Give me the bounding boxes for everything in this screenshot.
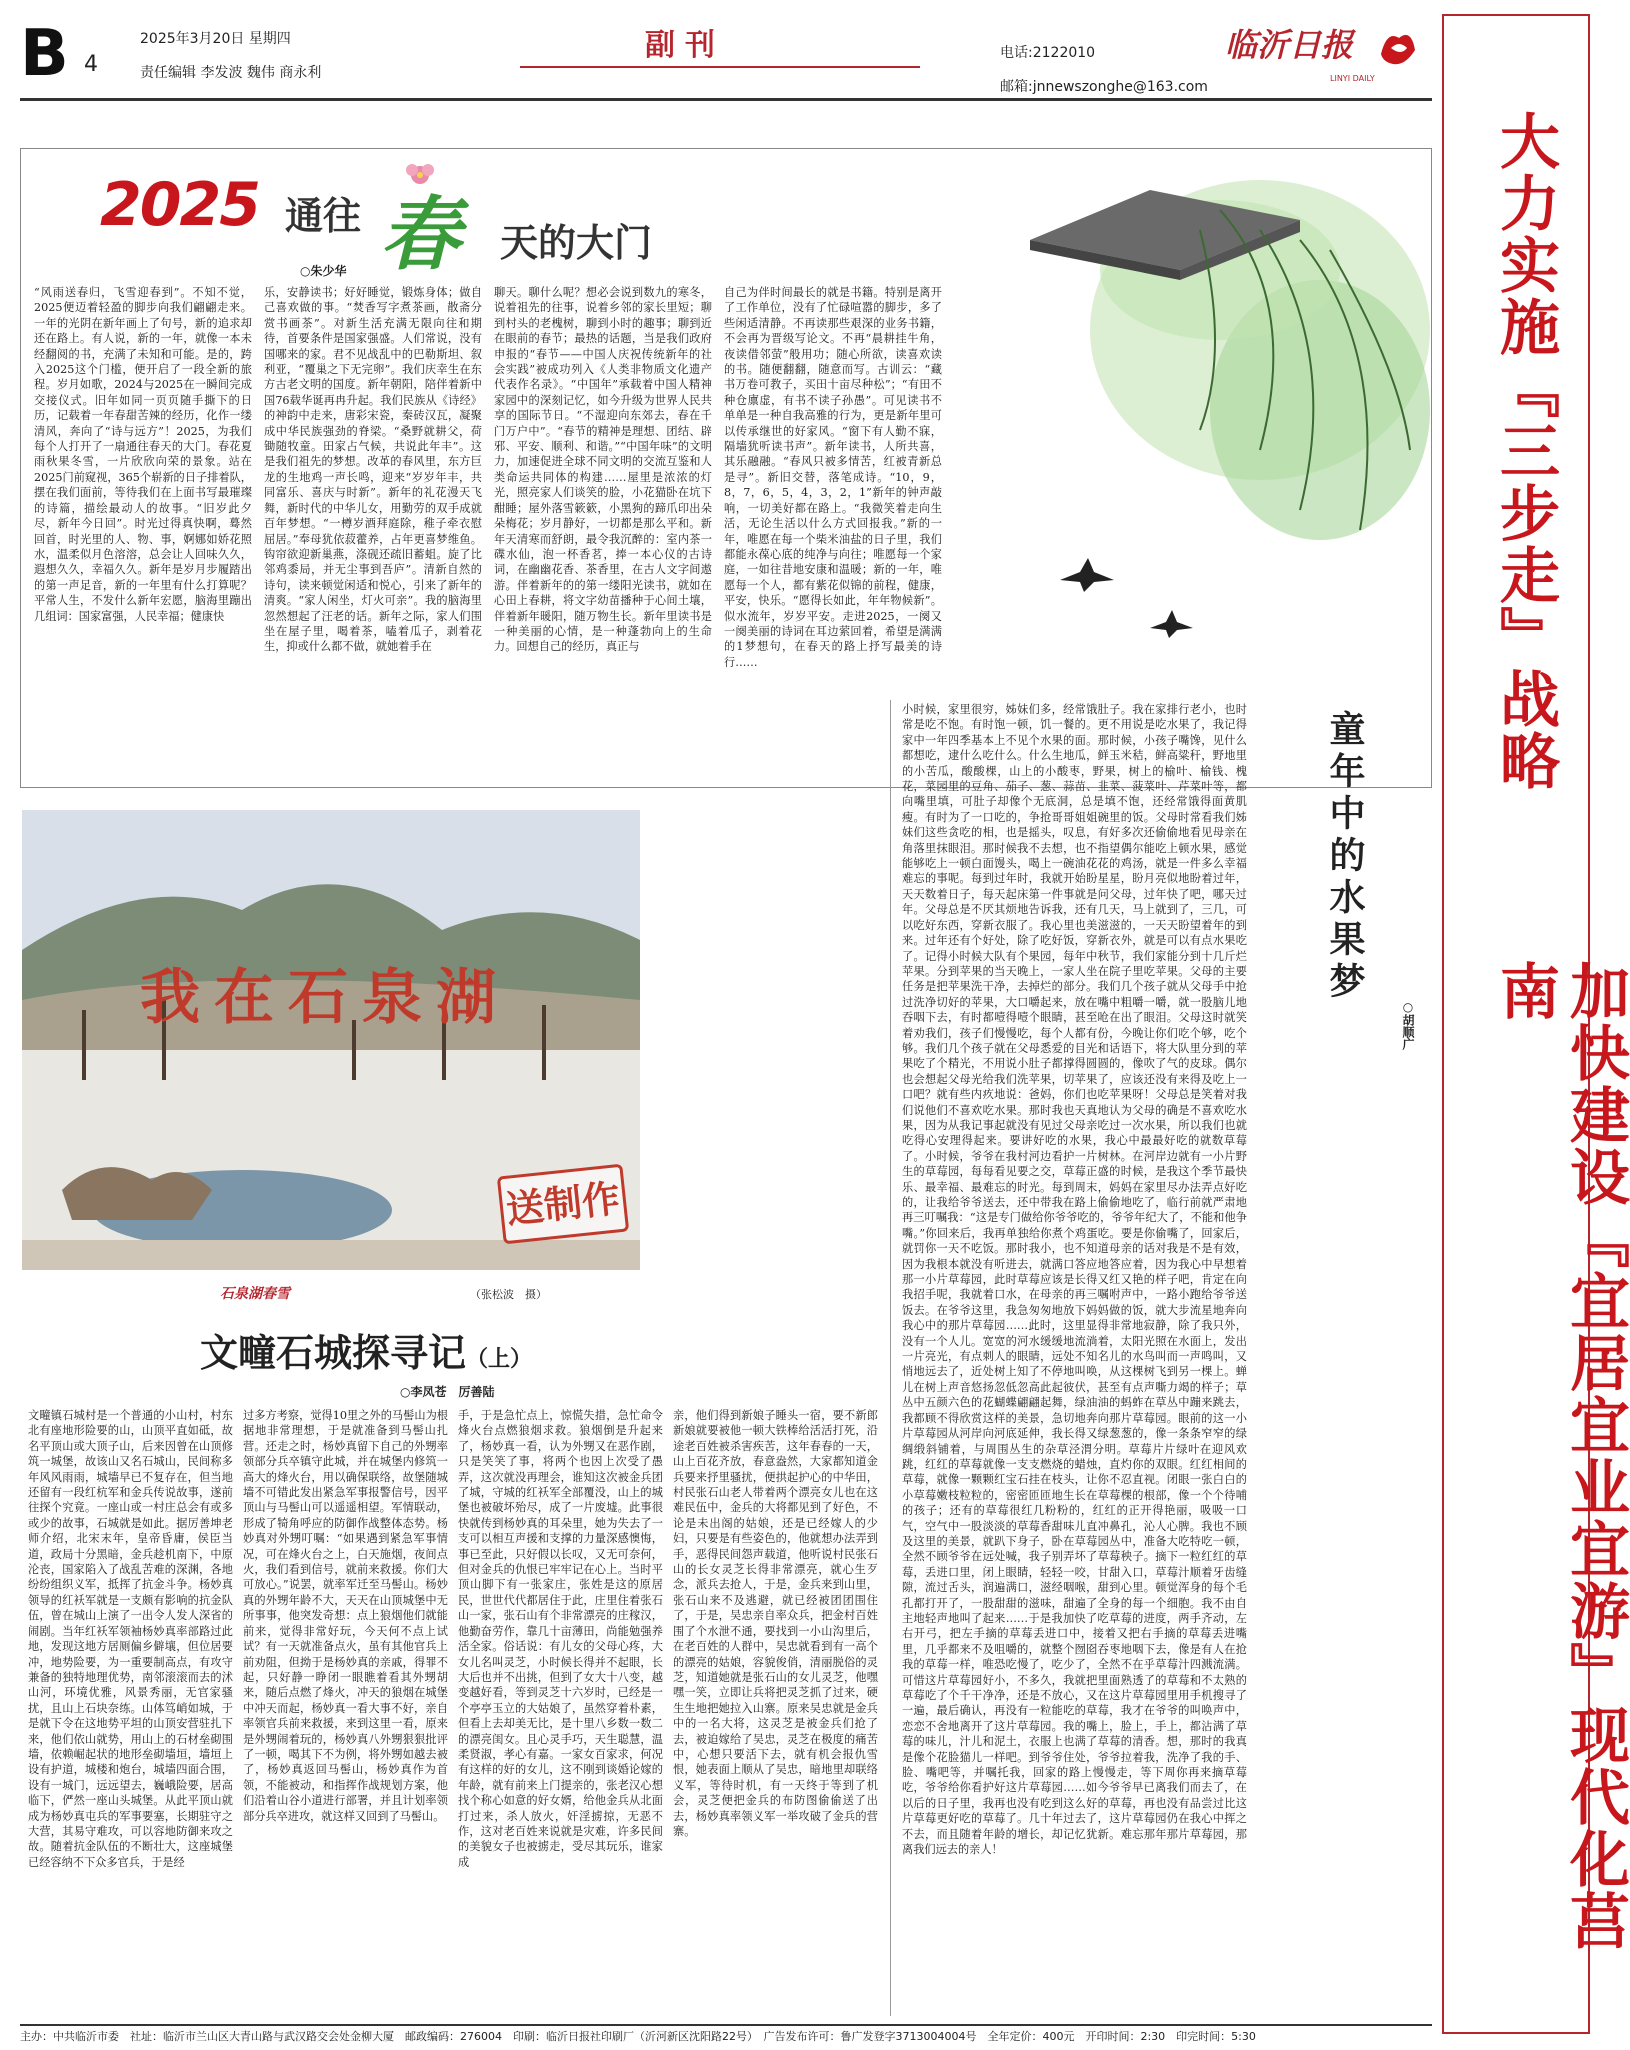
- header-rule: [20, 98, 1432, 101]
- flower-icon: [400, 158, 440, 192]
- photo-credit: （张松波 摄）: [470, 1288, 547, 1301]
- article-column-4: 亲，他们得到新娘子睡头一宿，要不新郎新娘就要被他一顿大铁棒给活活打死，沿途老百姓被杀害疾苦，这年春春的一天，山上百花齐放，春意盎然，大家都知道金兵要来抒里骚扰，便拱起护心的中华田，村民张石山老人带着两个漂亮女儿也在这难民伍中，金兵的大将都见到了好色，不论是未出阁的姑娘，还是已经嫁人的少妇，只要是有些姿色的，他就想办法弄到手，恶得民间怨声载道，他听说村民张石山的长女灵芝长得非常漂亮，就心生歹念，派兵去抢人，于是，金兵来到山里，张石山来不及逃避，就已经被团团围住了，于是，吴忠亲自率众兵，把金村百姓围了个水泄不通，要找到一小山沟里后，在老百姓的人群中，吴忠就看到有一高个的漂亮的姑娘，容貌俊俏，清丽脱俗的灵芝，知道她就是张石山的女儿灵芝，他嘿嘿一笑，立即让兵将把灵芝抓了过来，硬生生地把她拉入山寨。原来吴忠就是金兵中的一名大将，这灵芝是被金兵们抢了去，被迫嫁给了吴忠，灵芝在极度的痛苦中，心想只要活下去，就有机会报仇雪恨，她表面上顺从了吴忠，暗地里却联络义军，等待时机，有一天终于等到了机会，灵芝便把金兵的布防图偷偷送了出去，杨妙真率领义军一举攻破了金兵的营寨。: [673, 1409, 878, 1838]
- contact-email: 邮箱:jnnewszonghe@163.com: [1000, 79, 1208, 95]
- photo-stamp: 送制作: [497, 1164, 629, 1245]
- article-column-4: 自己为伴时间最长的就是书籍。特别是离开了工作单位，没有了忙碌喧嚣的脚步，多了些闲适清静。不再读那些艰深的业务书籍，不会再为晋级写论文。不再“晨耕挂牛角，夜读借邻萤”般用功；随心所欲，读喜欢读的书。随便翻翻，随意而写。古训云：“藏书万卷可教子，买田十亩尽种松”；“有田不种仓廪虚，有书不读子孙愚”。可见读书不单单是一种自我高雅的行为，更是新年里可以传承继世的好家风。“窗下有人勤不寐，隔墙犹听读书声”。新年读书，人所共喜，其乐融融。“春风只被多情苦，红被青新总是寻”。新旧交替，落笔成诗。“10，9，8，7，6，5，4，3，2，1”新年的钟声敲响，一切美好都在路上。“我微笑着走向生活，无论生活以什么方式回报我。”新的一年，唯愿在每一个柴米油盐的日子里，我们都能永葆心底的纯净与向往；唯愿每一个家庭，一如往昔地安康和温暖；新的一年，唯愿每一个人，都有紫花似锦的前程，健康，平安，快乐。“愿得长如此，年年物候新”。似水流年，岁岁平安。走进2025，一阕又一阕美丽的诗词在耳边萦回着，希望是满满的1梦想句，在春天的路上抒写最美的诗行……: [724, 286, 942, 669]
- column-divider: [890, 700, 891, 2016]
- article-byline: ○胡顺广: [1401, 1000, 1415, 1050]
- photo-sign-text: 我在石泉湖: [140, 963, 510, 1033]
- article-column-1: 文疃镇石城村是一个普通的小山村，村东北有座地形险要的山，山顶平直如砥，故名平顶山或大顶子山，后来因曾在山顶修筑一城堡，故该山又名石城山，民间称多年风风雨雨，城墙早已不复存在，但当地还留有一段红杭军和金兵传说故事，遂前往探个究竟。一座山或一村庄总会有或多或少的故事，石城就是如此。据厉善坤老师介绍，北宋末年，皇帝昏庸，侯臣当道，政局十分黑暗，金兵趁机南下，中原沦丧，国家陷入了战乱苦难的深渊，各地纷纷组织义军，抵挥了抗金斗争。杨妙真领导的红袄军就是一支颇有影响的抗金队伍，曾在城山上演了一出令人发人深省的闹剧。当年红袄军领袖杨妙真率部路过此地，发现这地方居厕偏乡僻壤，但位居要冲，地势险要，为一重要制高点，有攻守兼备的独特地理优势，南邻滚滚而去的沭山河，环境优雅，风景秀丽，无官家骚扰，且山上石块奈练。山体笃峭如城，于是就下令在这地势平坦的山顶安营驻扎下来，他们依山就势，用山上的石材垒砌围墙，依赖崛起状的地形垒砌墙垣，墙垣上设有护道，城楼和炮台，城墙四面合围，设有一城门，远远望去，巍峨险要，居高临下，俨然一座山头城堡。从此平顶山就成为杨妙真屯兵的军事要塞，长期驻守之大营，其易守难攻，可以容地防御来攻之故。随着抗金队伍的不断壮大，这座城堡已经容纳不下众多官兵，于是经: [28, 1409, 233, 1869]
- section-title: 副刊: [645, 28, 725, 63]
- article-title-part-1: 通往: [285, 193, 362, 238]
- article-column-1: “风雨送春归，飞雪迎春到”。不知不觉，2025便迈着轻盈的脚步向我们翩翩走来。一年的光阴在新年画上了句号，新的追求却还在路上。有人说，新的一年，就像一本未经翻阅的书，充满了未知和可能。是的，跨入2025这个门槛，便开启了一段全新的旅程。岁月如歌，2024与2025在一瞬间完成交接仪式。旧年如同一页页随手撕下的日历，记载着一年春甜苦辣的经历，化作一缕清风，奔向了“诗与远方”！2025，为我们每个人打开了一扇通往春天的大门。春花夏雨秋果冬雪，一片欣欣向荣的景象。站在2025门前窥视，365个崭新的日子排着队，摆在我们面前，等待我们在上面书写最璀璨的诗篇，描绘最动人的故事。“旧岁此夕尽，新年今日回”。时光过得真快啊，蓦然回首，时光里的人、物、事，婀娜如娇花照水，温柔似月色溶溶，总会让人回味久久，遐想久久，幸福久久。新年是岁月步履踏出的第一声足音，新的一年里有什么打算呢？平常人生，不发什么新年宏愿，脑海里蹦出几组词：国家富强，人民幸福；健康快: [34, 286, 252, 623]
- page-letter: B: [20, 17, 69, 91]
- article-byline: ○李凤苍 厉善陆: [400, 1385, 495, 1399]
- slogan-line-1: 大力实施『三步走』战略: [1490, 110, 1560, 792]
- footer-rule: [20, 2024, 1432, 2026]
- article-column-2: 乐，安静读书；好好睡觉，锻炼身体；做自己喜欢做的事。“焚香写字煮茶画，散斋分赏书画茶”。对新生活充满无限向往和期待，首要条件是国家强盛。人们常说，没有国哪来的家。君不见战乱中的巴勒斯坦、叙利亚，“覆巢之下无完卵”。我们庆幸生在东方古老文明的国度。新年朝阳，陪伴着新中国76载华诞再冉升起。我们民族从《诗经》的神韵中走来，唐彩宋瓷，秦砖汉瓦，凝聚成中华民族强劲的脊梁。“桑野就耕父，荷锄随牧童。田家占气候，共说此年丰”。这是我们祖先的梦想。改革的春风里，东方巨龙的生地鸡一声长鸣，迎来“岁岁年丰，共同富乐、喜庆与时新”。新年的礼花漫天飞舞，新时代的中华儿女，用勤劳的双手成就百年梦想。“一樽岁酒拜庭除，稚子牵衣慰屈居。”奉母犹依菽藿养，占年更喜梦维鱼。钩帘欲迎新巢燕，涤砚还疏旧蓄蛆。旋了比邻鸡黍局，并无尘事到吾庐”。清新自然的诗句，读来顿觉闲适和悦心，引来了新年的清爽。“家人闲坐，灯火可亲”。我的脑海里忽然想起了汪老的话。新年之际，家人们围坐在屋子里，喝着茶，嗑着瓜子，剥着花生，抑或什么都不做，就她着手在: [264, 286, 482, 654]
- issue-date: 2025年3月20日 星期四: [140, 31, 291, 47]
- newspaper-logo-sub: LINYI DAILY: [1330, 74, 1375, 83]
- article-title-spring: 春: [380, 187, 460, 281]
- article-column-3: 聊天。聊什么呢？想必会说到数九的寒冬，说着祖先的往事，说着乡邻的家长里短；聊到村头的老槐树，聊到小时的趣事；聊到近在眼前的春节；最热的话题，当是我们政府申报的“春节——中国人庆祝传统新年的社会实践”被成功列入《人类非物质文化遗产代表作名录》。“中国年”承载着中国人精神家园中的深刻记忆，如今升级为世界人民共享的国际节日。“不湿迎向东郊去，春在千门万户中”。“春节的精神是理想、团结、辟邪、平安、顺利、和谐。”“中国年味”的文明力，加速促进全球不同文明的交流互鉴和人类命运共同体的构建……屋里是浓浓的灯光，照亮家人们谈笑的脸，小花猫卧在坑下酣睡；屋外落雪簌簌，小黑狗的蹄爪印出朵朵梅花；岁月静好，一切都是那么平和。新年天清寒而舒朗，最令我沉醉的：室内茶一碟水仙，泡一杯香茗，捧一本心仪的古诗词，在幽幽花香、茶香里，在古人文字间遨游。伴着新年的的第一缕阳光读书，就如在心田上春耕，将文字幼苗播种于心间土壤，伴着新年暖阳，随万物生长。新年里读书是一种美丽的心情，是一种蓬勃向上的生命力。回想自己的经历，真正与: [494, 286, 712, 654]
- section-rule: [520, 66, 920, 68]
- willow-swallows-illustration: [1000, 150, 1430, 690]
- slogan-line-2: 加快建设『宜居宜业宜游』现代化莒南: [1490, 960, 1630, 1952]
- article-title: 童年中的水果梦: [1324, 710, 1366, 1004]
- article-column-3: 手，于是急忙点上，惊慌失措，急忙命令烽火台点燃狼烟求救。狼烟倒是升起来了，杨妙真一看，认为外甥又在恶作剧，只是笑笑了事，将两个也因上次受了愚弄，这次就没再理会，谁知这次被金兵团了城，守城的红袄军全部覆没，山上的城堡也被破坏殆尽，成了一片废墟。此事很快就传到杨妙真的耳朵里，她为失去了一支可以相互声援和支撑的力量深感懊悔，事已至此，只好假以长叹，又无可奈何，但对金兵的仇恨已牢牢记在心上。当时平顶山脚下有一张家庄，张姓是这的原居民，世世代代都居住于此，庄里住着张石山一家，张石山有个非常漂亮的庄稼汉，他勤奋劳作，靠几十亩薄田，尚能勉强养活全家。俗话说：有儿女的父母心疼，大女儿名叫灵芝，小时候长得并不起眼，长大后也并不出挑，但到了女大十八变，越变越好看，等到灵芝十六岁时，已经是一个亭亭玉立的大姑娘了，虽然穿着朴素，但看上去却美无比，是十里八乡数一数二的漂亮闺女。且心灵手巧，天生聪慧，温柔贤淑，孝心有嘉。一家女百家求，何况有这样的好的女儿，这不刚到谈婚论嫁的年龄，就有前来上门提亲的，张老汉心想找个称心如意的好女婿，给他金兵从北面打过来，杀人放火，奸淫掳掠，无恶不作，这对老百姓来说就是灾难，许多民间的美貌女子也被掳走，受尽其玩乐，谁家成: [458, 1409, 663, 1869]
- article-title-part-2: 天的大门: [500, 220, 653, 265]
- article-column-2: 过多方考察，觉得10里之外的马髻山为根据地非常理想，于是就准备到马髻山扎营。还走之时，杨妙真留下自己的外甥率领部分兵卒镇守此城，并在城堡内修筑一高大的烽火台，用以确保联络，故堡随城墙不可错此发出紧急军事报警信号，因平顶山与马髻山可以遥遥相望。军情联动，形成了犄角呼应的防御作战整体态势。杨妙真对外甥叮嘱：“如果遇到紧急军事情况，可在烽火台之上，白天施烟，夜间点火，我们看到信号，就前来救援。你们大可放心。”说罢，就率军迁至马髻山。杨妙真的外甥年龄不大，天天在山顶城堡中无所事事，他突发奇想：点上狼烟他们就能前来，觉得非常好玩，今天何不点上试试？有一天就准备点火，虽有其他官兵上前劝阻，但拗于是杨妙真的亲戚，得罪不起，只好静一睁闭一眼瞧着看其外甥胡来，随后点燃了烽火，冲天的狼烟在城堡中冲天而起，杨妙真一看大事不好，亲自率领官兵前来救援，来到这里一看，原来是外甥闹着玩的，杨妙真八外甥狠狠批评了一顿，喝其下不为例，将外甥如越去被了，杨妙真返回马髻山，杨妙真作为首领，不能被动，和指挥作战规划方案，他们沿着山谷小道进行部署，并且计划率领部分兵卒进攻，就这样又回到了马髻山。: [243, 1409, 448, 1823]
- imprint-footer: 主办：中共临沂市委 社址：临沂市兰山区大青山路与武汉路交会处金柳大厦 邮政编码：276004 印刷：临沂日报社印刷厂（沂河新区沈阳路22号） 广告发布许可：鲁广发登字3713004004号 全年定价：400元 开印时间：2:30 印完时间：5:30: [20, 2030, 1256, 2043]
- article-byline: ○朱少华: [300, 264, 347, 278]
- editors-line: 责任编辑 李发波 魏伟 商永利: [140, 65, 322, 81]
- page-number: 4: [84, 52, 98, 77]
- article-title-year: 2025: [100, 170, 259, 240]
- article-title-main: 文疃石城探寻记: [200, 1330, 467, 1375]
- article-body: 小时候，家里很穷，姊妹们多，经常饿肚子。我在家排行老小，也时常是吃不饱。有时饱一顿，饥一餐的。更不用说是吃水果了，我记得家中一年四季基本上不见个水果的面。那时候，小孩子嘴馋，见什么都想吃，逮什么吃什么。什么生地瓜，鲜玉米秸，鲜高粱秆，野地里的小苦瓜，酸酸棵，山上的小酸枣，野果，树上的榆叶、榆钱、槐花，菜园里的豆角、茄子、葱、蒜苗、韭菜、菠菜叶、芹菜叶等，都向嘴里填，可肚子却像个无底洞，总是填不饱，还经常饿得面黄肌瘦。有时为了一口吃的，争抢哥哥姐姐碗里的饭。父母时常看我们姊妹们这些贪吃的相，也是摇头，叹息，有好多次还偷偷地看见母亲在角落里抹眼泪。那时候我不去想，也不指望偶尔能吃上顿水果，感觉能够吃上一顿白面馒头，喝上一碗油花花的鸡汤，就是一件多么幸福难忘的事呢。每到过年时，我就开始盼星星，盼月亮似地盼着过年，天天数着日子，每天起床第一件事就是问父母，过年快了吧，哪天过年。父母总是不厌其烦地告诉我，还有几天，马上就到了，三几，可以吃好东西，穿新衣服了。我心里也美滋滋的，一天天盼望着年的到来。过年还有个好处，除了吃好饭，穿新衣外，就是可以有点水果吃了。记得小时候大队有个果园，每年中秋节，我们家能分到十几斤烂苹果。分到苹果的当天晚上，一家人坐在院子里吃苹果。父母的主要任务是把苹果洗干净，去掉烂的部分。我们几个孩子就从父母手中抢过洗净切好的苹果，大口嚼起来，放在嘴中粗嚼一嚼，就一股脑儿地吞咽下去，有时都噎得噎个眼睛，甚至呛在出了眼泪。父母这时就笑着劝我们，孩子们慢慢吃，每个人都有份，今晚让你们吃个够，吃个够。我们几个孩子就在父母悉爱的目光和话语下，将大队里分到的苹果吃了个精光，不用说小肚子都撑得圆圆的，像吹了气的皮球。偶尔也会想起父母光给我们洗苹果，切苹果了，应该还没有来得及吃上一口吧？就有些内疚地说：爸妈，你们也吃苹果呀！父母总是笑着对我们说他们不喜欢吃水果。那时我也天真地认为父母的确是不喜欢吃水果，因为从我记事起就没有见过父母亲吃过一次水果，所以我们也就吃得心安理得起来。要讲好吃的水果，我心中最最好吃的就数草莓了。小时候，爷爷在我村河边看护一片树林。在河岸边就有一小片野生的草莓园，每每看见要之交，草莓正盛的时候，是我这个季节最快乐、最幸福、最难忘的时光。每到周末，妈妈在家里尽办法弄点好吃的，让我给爷爷送去，还中带我在路上偷偷地吃了，临行前就严肃地再三叮嘱我：“这是专门做给你爷爷吃的，爷爷年纪大了，不能和他争嘴。”你回来后，我再单独给你煮个鸡蛋吃。要是你偷嘴了，回家后，就罚你一天不吃饭。那时我小，也不知道母亲的话对我是不是有效，因为我根本就没有听进去，就满口答应地答应着，因为我心中早想着那一小片草莓园，此时草莓应该是长得又红又艳的样子吧，肯定在向我招手呢，我就着口水，在母亲的再三嘱咐声中，一路小跑给爷爷送饭去。在爷爷这里，我急匆匆地放下妈妈做的饭，就大步流星地奔向我心中的那片草莓园……此时，这里显得非常地寂静，除了我只外，没有一个人儿。宽宽的河水缓缓地流淌着，太阳光照在水面上，发出一片亮光，有点刺人的眼睛，远处不知名儿的水鸟叫而一声鸣叫，又悄地远去了，近处树上知了不停地叫唤，从这棵树飞到另一棵上。蝉儿在树上声音悠扬忽低忽高此起彼伏，甚至有点声嘶力竭的样子；草丛中五颜六色的花蝴蝶翩翩起舞，绿油油的蚂蚱在草丛中蹦来跳去，我都顾不得欣赏这样的美景，急切地奔向那片草莓园。眼前的这一小片草莓园从河岸向河底延伸，我长得又绿葱葱的，像一条条窄窄的绿绸缎斜铺着，与周围丛生的杂草泾渭分明。草莓片片绿叶在迎风欢跳，红红的草莓就像一支支燃烧的蜡烛，直灼你的双眼。红红相间的草莓，就像一颗颗红宝石挂在枝头，让你不忍直视。闭眼一张白白的小草莓嫩枝粒粒的，密密匝匝地生长在草莓棵的根部，像一个个待哺的孩子；还有的草莓很红几粉粉的，红红的正开得艳丽，吸吸一口气，空气中一股淡淡的草莓香甜味儿直冲鼻孔，沁人心脾。我也不顾及这里的美景，就趴下身子，卧在草莓园丛中，准备大吃特吃一顿，全然不顾爷爷在远处喊，我子别弄坏了草莓秧子。摘下一粒红红的草莓，丢进口里，闭上眼睛，轻轻一咬，甘甜入口，草莓汁顺着牙齿缝隙，流过舌头，润遍满口，滋经咽喉，甜到心里。顿觉浑身的每个毛孔都打开了，一股甜甜的滋味，甜遍了全身的每一个细胞。我不由自主地轻声地叫了起来……于是我加快了吃草莓的进度，两手齐动，左右开弓，把左手摘的草莓丢进口中，接着又把右手摘的草莓丢进嘴里，几乎都来不及咀嚼的，就整个囫囵吞枣地咽下去，像是有人在抢我的草莓一样，唯恐吃慢了，吃少了，全然不在乎草莓汁四溅流满。可惜这片草莓园好小，不多久，我就把里面熟透了的草莓和不太熟的草莓吃了个千干净净，还是不放心，又在这片草莓园里用手机搜寻了一遍，最后确认，再没有一粒能吃的草莓，我才在爷爷的叫唤声中，恋恋不舍地离开了这片草莓园。我的嘴上，脸上，手上，都沾满了草莓的味儿，汁儿和泥土，衣服上也满了草莓的清香。想，那时的我真是像个花脸猫儿一样吧。到爷爷住处，爷爷拉着我，洗净了我的手、脸、嘴吧等，并嘱托我，回家的路上慢慢走，等下周你再来摘草莓吃，爷爷给你看护好这片草莓园……如今爷爷早已离我们而去了，在以后的日子里，我再也没有吃到这么好的草莓，再也没有品尝过比这片草莓更好吃的草莓了。几十年过去了，这片草莓园仍在我心中挥之不去，而且随着年龄的增长，却记忆犹新。难忘那年那片草莓园，那离我们远去的亲人！: [902, 703, 1247, 1857]
- article-title-suffix: （上）: [466, 1346, 533, 1372]
- logo-emblem-icon: [1375, 24, 1421, 70]
- newspaper-logo: 临沂日报: [1225, 26, 1354, 64]
- article-title: [200, 1322, 532, 1377]
- photo-caption: 石泉湖春雪: [220, 1286, 290, 1302]
- contact-phone: 电话:2122010: [1000, 45, 1096, 61]
